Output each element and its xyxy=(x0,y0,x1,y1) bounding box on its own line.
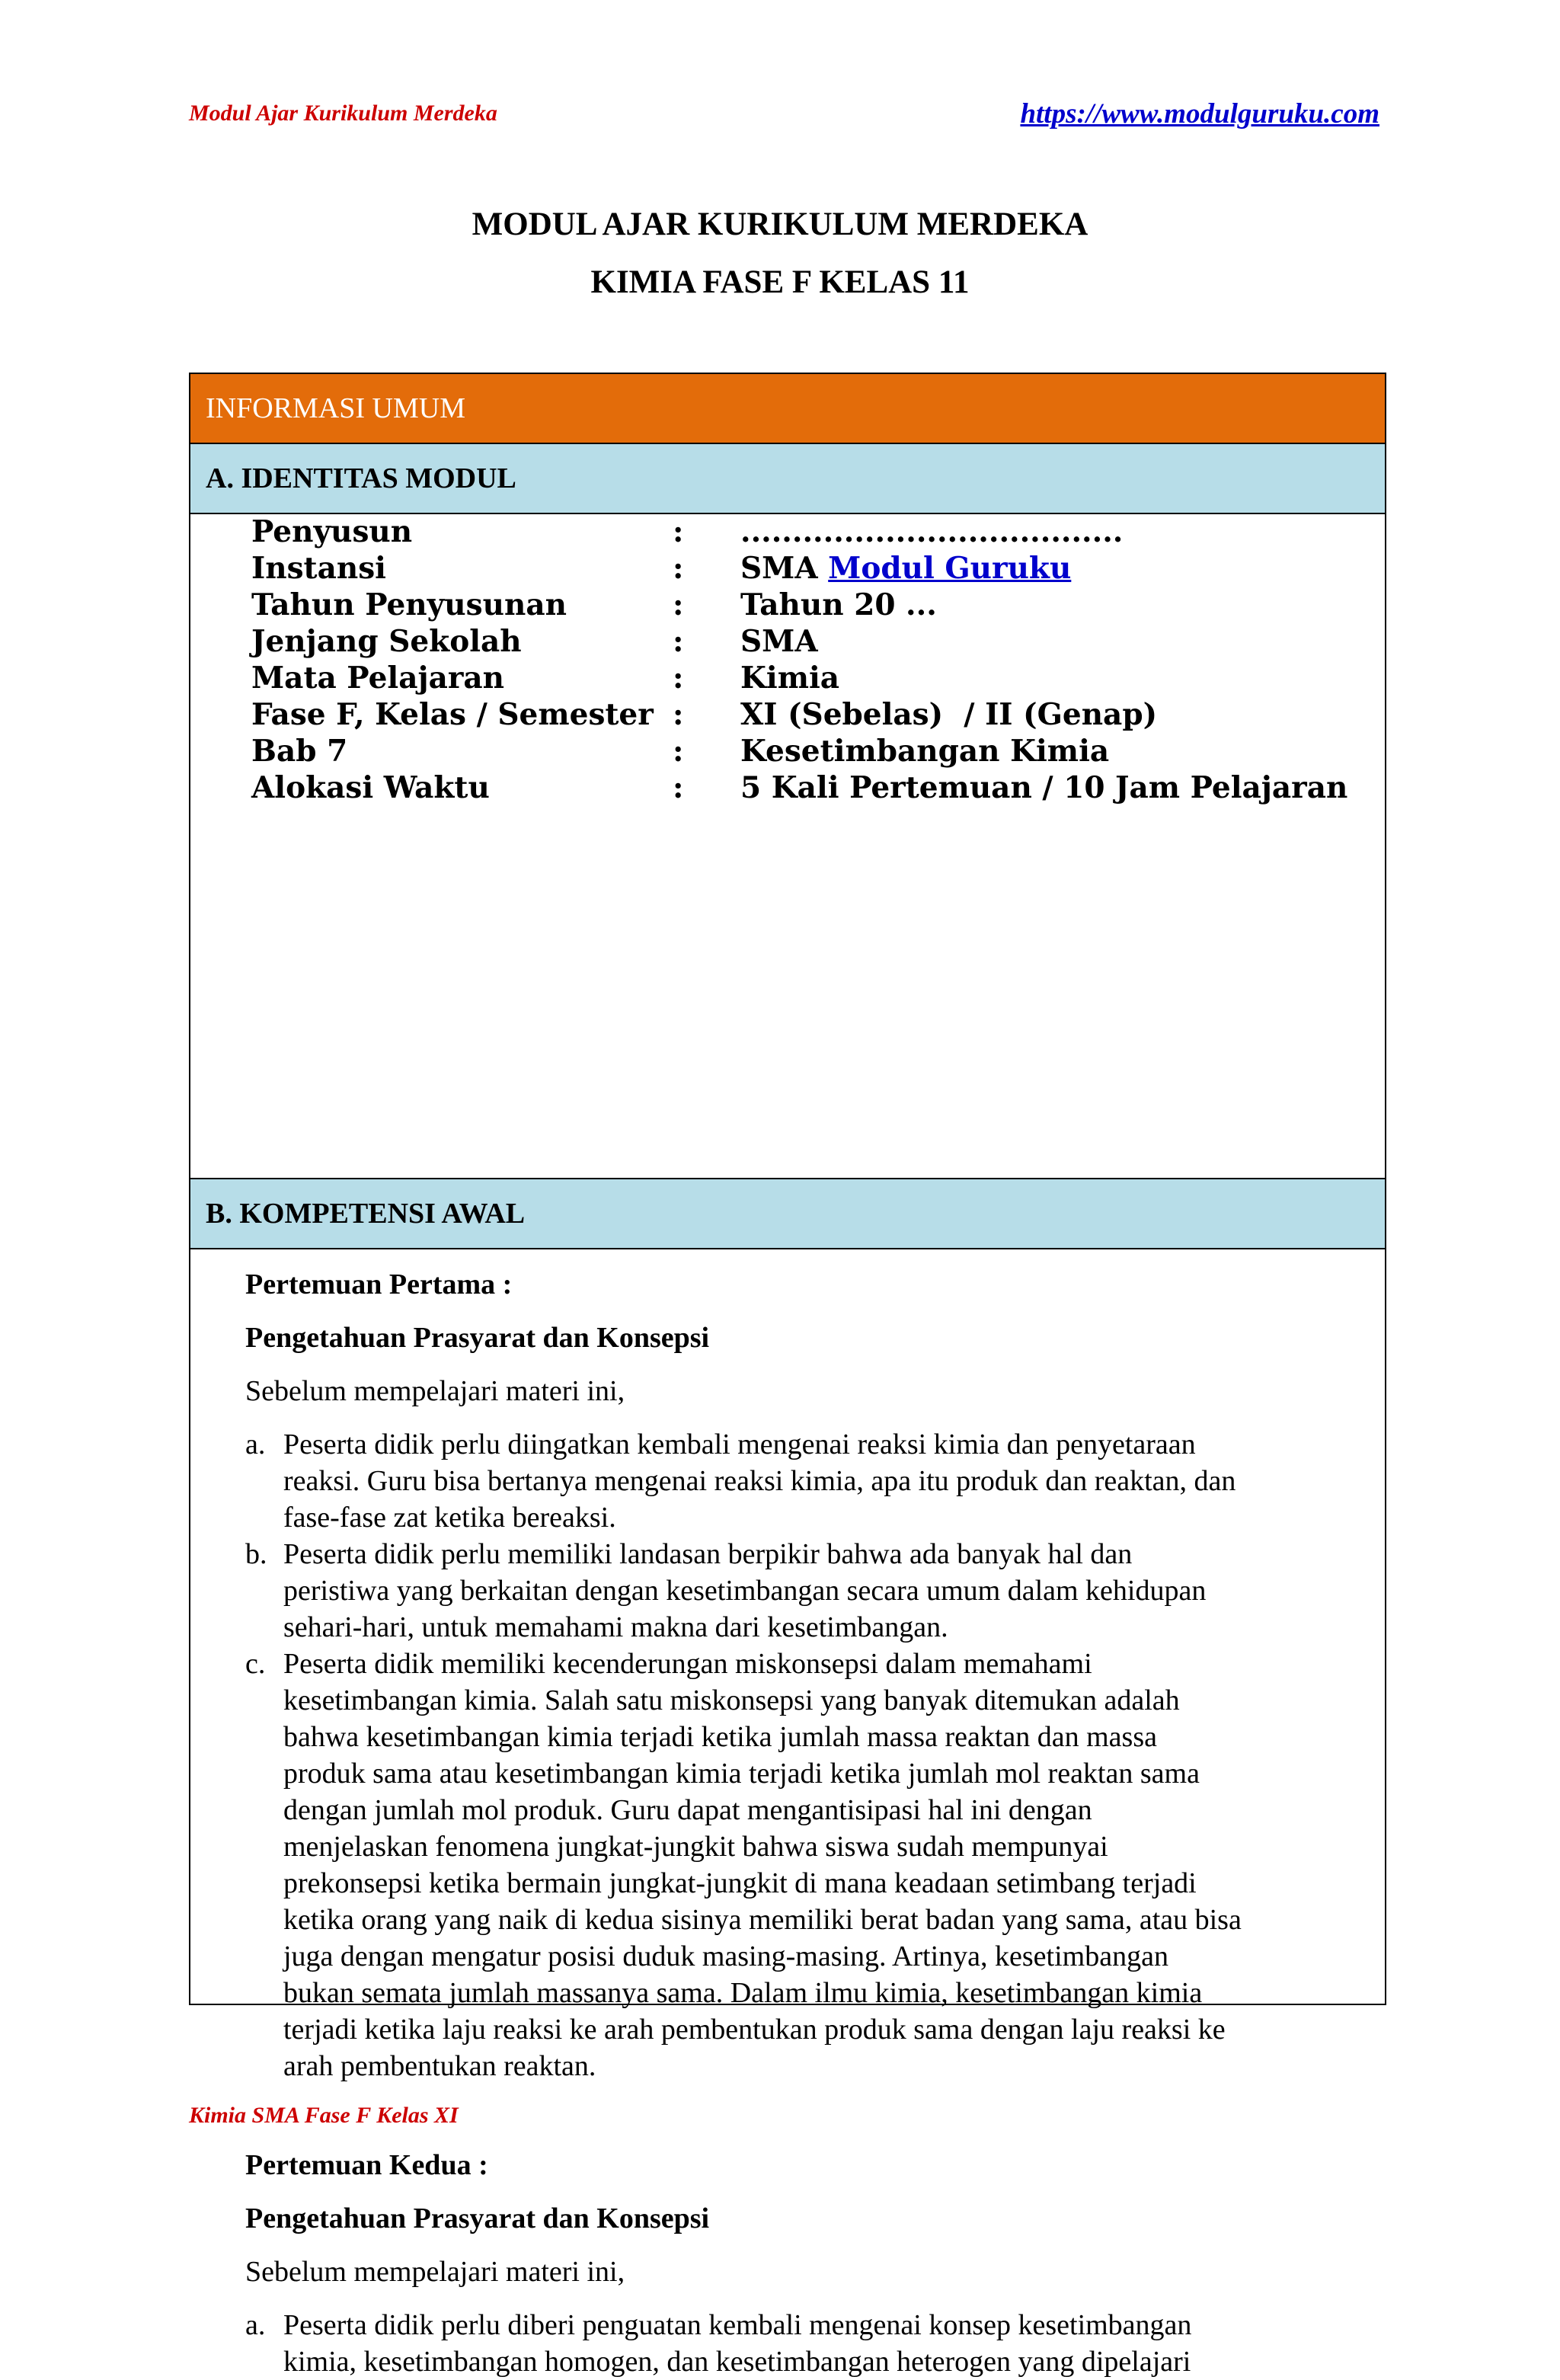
list-marker: a. xyxy=(245,2309,266,2341)
modul-guruku-link[interactable]: Modul Guruku xyxy=(828,551,1072,586)
identity-label: Tahun Penyusunan xyxy=(251,587,567,622)
identity-label: Instansi xyxy=(251,551,386,586)
identity-colon: : xyxy=(673,661,684,696)
pertemuan-kedua-subtitle: Pengetahuan Prasyarat dan Konsepsi xyxy=(245,2202,710,2234)
list-marker: c. xyxy=(245,1648,266,1680)
informasi-umum-header xyxy=(190,374,1385,444)
identity-value xyxy=(740,551,1071,586)
header-website-link[interactable]: https://www.modulguruku.com xyxy=(1020,98,1379,130)
pertemuan-pertama-intro: Sebelum mempelajari materi ini, xyxy=(245,1375,625,1407)
identity-row-alokasi xyxy=(190,770,1385,807)
identity-row-penyusun xyxy=(190,514,1385,551)
list-item-text xyxy=(283,1536,1335,1646)
list-item-text xyxy=(283,1426,1335,1536)
text-line: fase-fase zat ketika bereaksi. xyxy=(283,1502,616,1534)
page-header-left: Modul Ajar Kurikulum Merdeka xyxy=(189,101,497,126)
pertemuan-pertama-title: Pertemuan Pertama : xyxy=(245,1268,513,1300)
identity-colon: : xyxy=(673,514,684,549)
kompetensi-awal-header xyxy=(190,1178,1385,1249)
identity-row-jenjang xyxy=(190,624,1385,661)
identity-label: Bab 7 xyxy=(251,734,348,769)
identity-colon: : xyxy=(673,770,684,805)
text-line: Peserta didik perlu diingatkan kembali mengenai reaksi kimia dan penyetaraan xyxy=(283,1428,1196,1460)
identity-value: Kesetimbangan Kimia xyxy=(740,734,1110,769)
text-line: ketika orang yang naik di kedua sisinya memiliki berat badan yang sama, atau bisa xyxy=(283,1904,1242,1936)
identity-value: XI (Sebelas) / II (Genap) xyxy=(740,697,1158,732)
text-line: Peserta didik perlu memiliki landasan berpikir bahwa ada banyak hal dan xyxy=(283,1538,1133,1570)
identity-label: Alokasi Waktu xyxy=(251,770,490,805)
text-line: dengan jumlah mol produk. Guru dapat mengantisipasi hal ini dengan xyxy=(283,1794,1092,1826)
list-marker: b. xyxy=(245,1538,267,1570)
informasi-umum-label: INFORMASI UMUM xyxy=(206,392,465,424)
identity-label: Fase F, Kelas / Semester xyxy=(251,697,654,732)
text-line: kimia, kesetimbangan homogen, dan kesetimbangan heterogen yang dipelajari xyxy=(283,2346,1191,2378)
identity-row-instansi xyxy=(190,551,1385,587)
page-footer: Kimia SMA Fase F Kelas XI xyxy=(189,2103,459,2128)
identity-row-bab xyxy=(190,734,1385,770)
text-line: prekonsepsi ketika bermain jungkat-jungkit di mana keadaan setimbang terjadi xyxy=(283,1867,1197,1899)
identity-row-tahun xyxy=(190,587,1385,624)
pertemuan-pertama-subtitle: Pengetahuan Prasyarat dan Konsepsi xyxy=(245,1322,710,1354)
document-subtitle: KIMIA FASE F KELAS 11 xyxy=(590,264,970,300)
list-marker: a. xyxy=(245,1428,266,1460)
text-line: kesetimbangan kimia. Salah satu miskonsepsi yang banyak ditemukan adalah xyxy=(283,1684,1180,1716)
identity-colon: : xyxy=(673,734,684,769)
identity-value: Kimia xyxy=(740,661,840,696)
identity-colon: : xyxy=(673,551,684,586)
text-line: reaksi. Guru bisa bertanya mengenai reaksi kimia, apa itu produk dan reaktan, dan xyxy=(283,1465,1236,1497)
text-line: arah pembentukan reaktan. xyxy=(283,2050,596,2082)
text-line: bahwa kesetimbangan kimia terjadi ketika jumlah massa reaktan dan massa xyxy=(283,1721,1157,1753)
text-line: sehari-hari, untuk memahami makna dari kesetimbangan. xyxy=(283,1611,948,1643)
document-title: MODUL AJAR KURIKULUM MERDEKA xyxy=(472,206,1088,242)
text-line: juga dengan mengatur posisi duduk masing-masing. Artinya, kesetimbangan xyxy=(283,1940,1168,1972)
identity-value: SMA xyxy=(740,624,818,659)
text-line: peristiwa yang berkaitan dengan kesetimbangan secara umum dalam kehidupan xyxy=(283,1575,1207,1607)
text-line: bukan semata jumlah massanya sama. Dalam ilmu kimia, kesetimbangan kimia xyxy=(283,1977,1203,2009)
identity-label: Jenjang Sekolah xyxy=(251,624,522,659)
pertemuan-kedua-title: Pertemuan Kedua : xyxy=(245,2149,488,2181)
text-line: terjadi ketika laju reaksi ke arah pembentukan produk sama dengan laju reaksi ke xyxy=(283,2014,1226,2046)
pertemuan-kedua-intro: Sebelum mempelajari materi ini, xyxy=(245,2256,625,2288)
text-line: menjelaskan fenomena jungkat-jungkit bahwa siswa sudah mempunyai xyxy=(283,1831,1108,1863)
identity-label: Penyusun xyxy=(251,514,413,549)
identity-row-mapel xyxy=(190,661,1385,697)
identity-colon: : xyxy=(673,624,684,659)
text-line: produk sama atau kesetimbangan kimia terjadi ketika jumlah mol reaktan sama xyxy=(283,1758,1200,1790)
identity-row-fase xyxy=(190,697,1385,734)
identity-value: ..................................... xyxy=(740,514,1124,549)
identity-colon: : xyxy=(673,697,684,732)
identity-value-prefix: SMA xyxy=(740,551,829,586)
list-item-text xyxy=(283,2307,1335,2380)
identity-list xyxy=(190,514,1385,1178)
kompetensi-awal-label: B. KOMPETENSI AWAL xyxy=(206,1198,526,1230)
text-line: Peserta didik memiliki kecenderungan miskonsepsi dalam memahami xyxy=(283,1648,1092,1680)
identity-colon: : xyxy=(673,587,684,622)
identity-value: 5 Kali Pertemuan / 10 Jam Pelajaran xyxy=(740,770,1348,805)
identitas-modul-label: A. IDENTITAS MODUL xyxy=(206,462,516,494)
list-item-text xyxy=(283,1646,1335,2084)
identity-label: Mata Pelajaran xyxy=(251,661,505,696)
text-line: Peserta didik perlu diberi penguatan kembali mengenai konsep kesetimbangan xyxy=(283,2309,1192,2341)
identitas-modul-header xyxy=(190,444,1385,514)
identity-value: Tahun 20 ... xyxy=(740,587,937,622)
